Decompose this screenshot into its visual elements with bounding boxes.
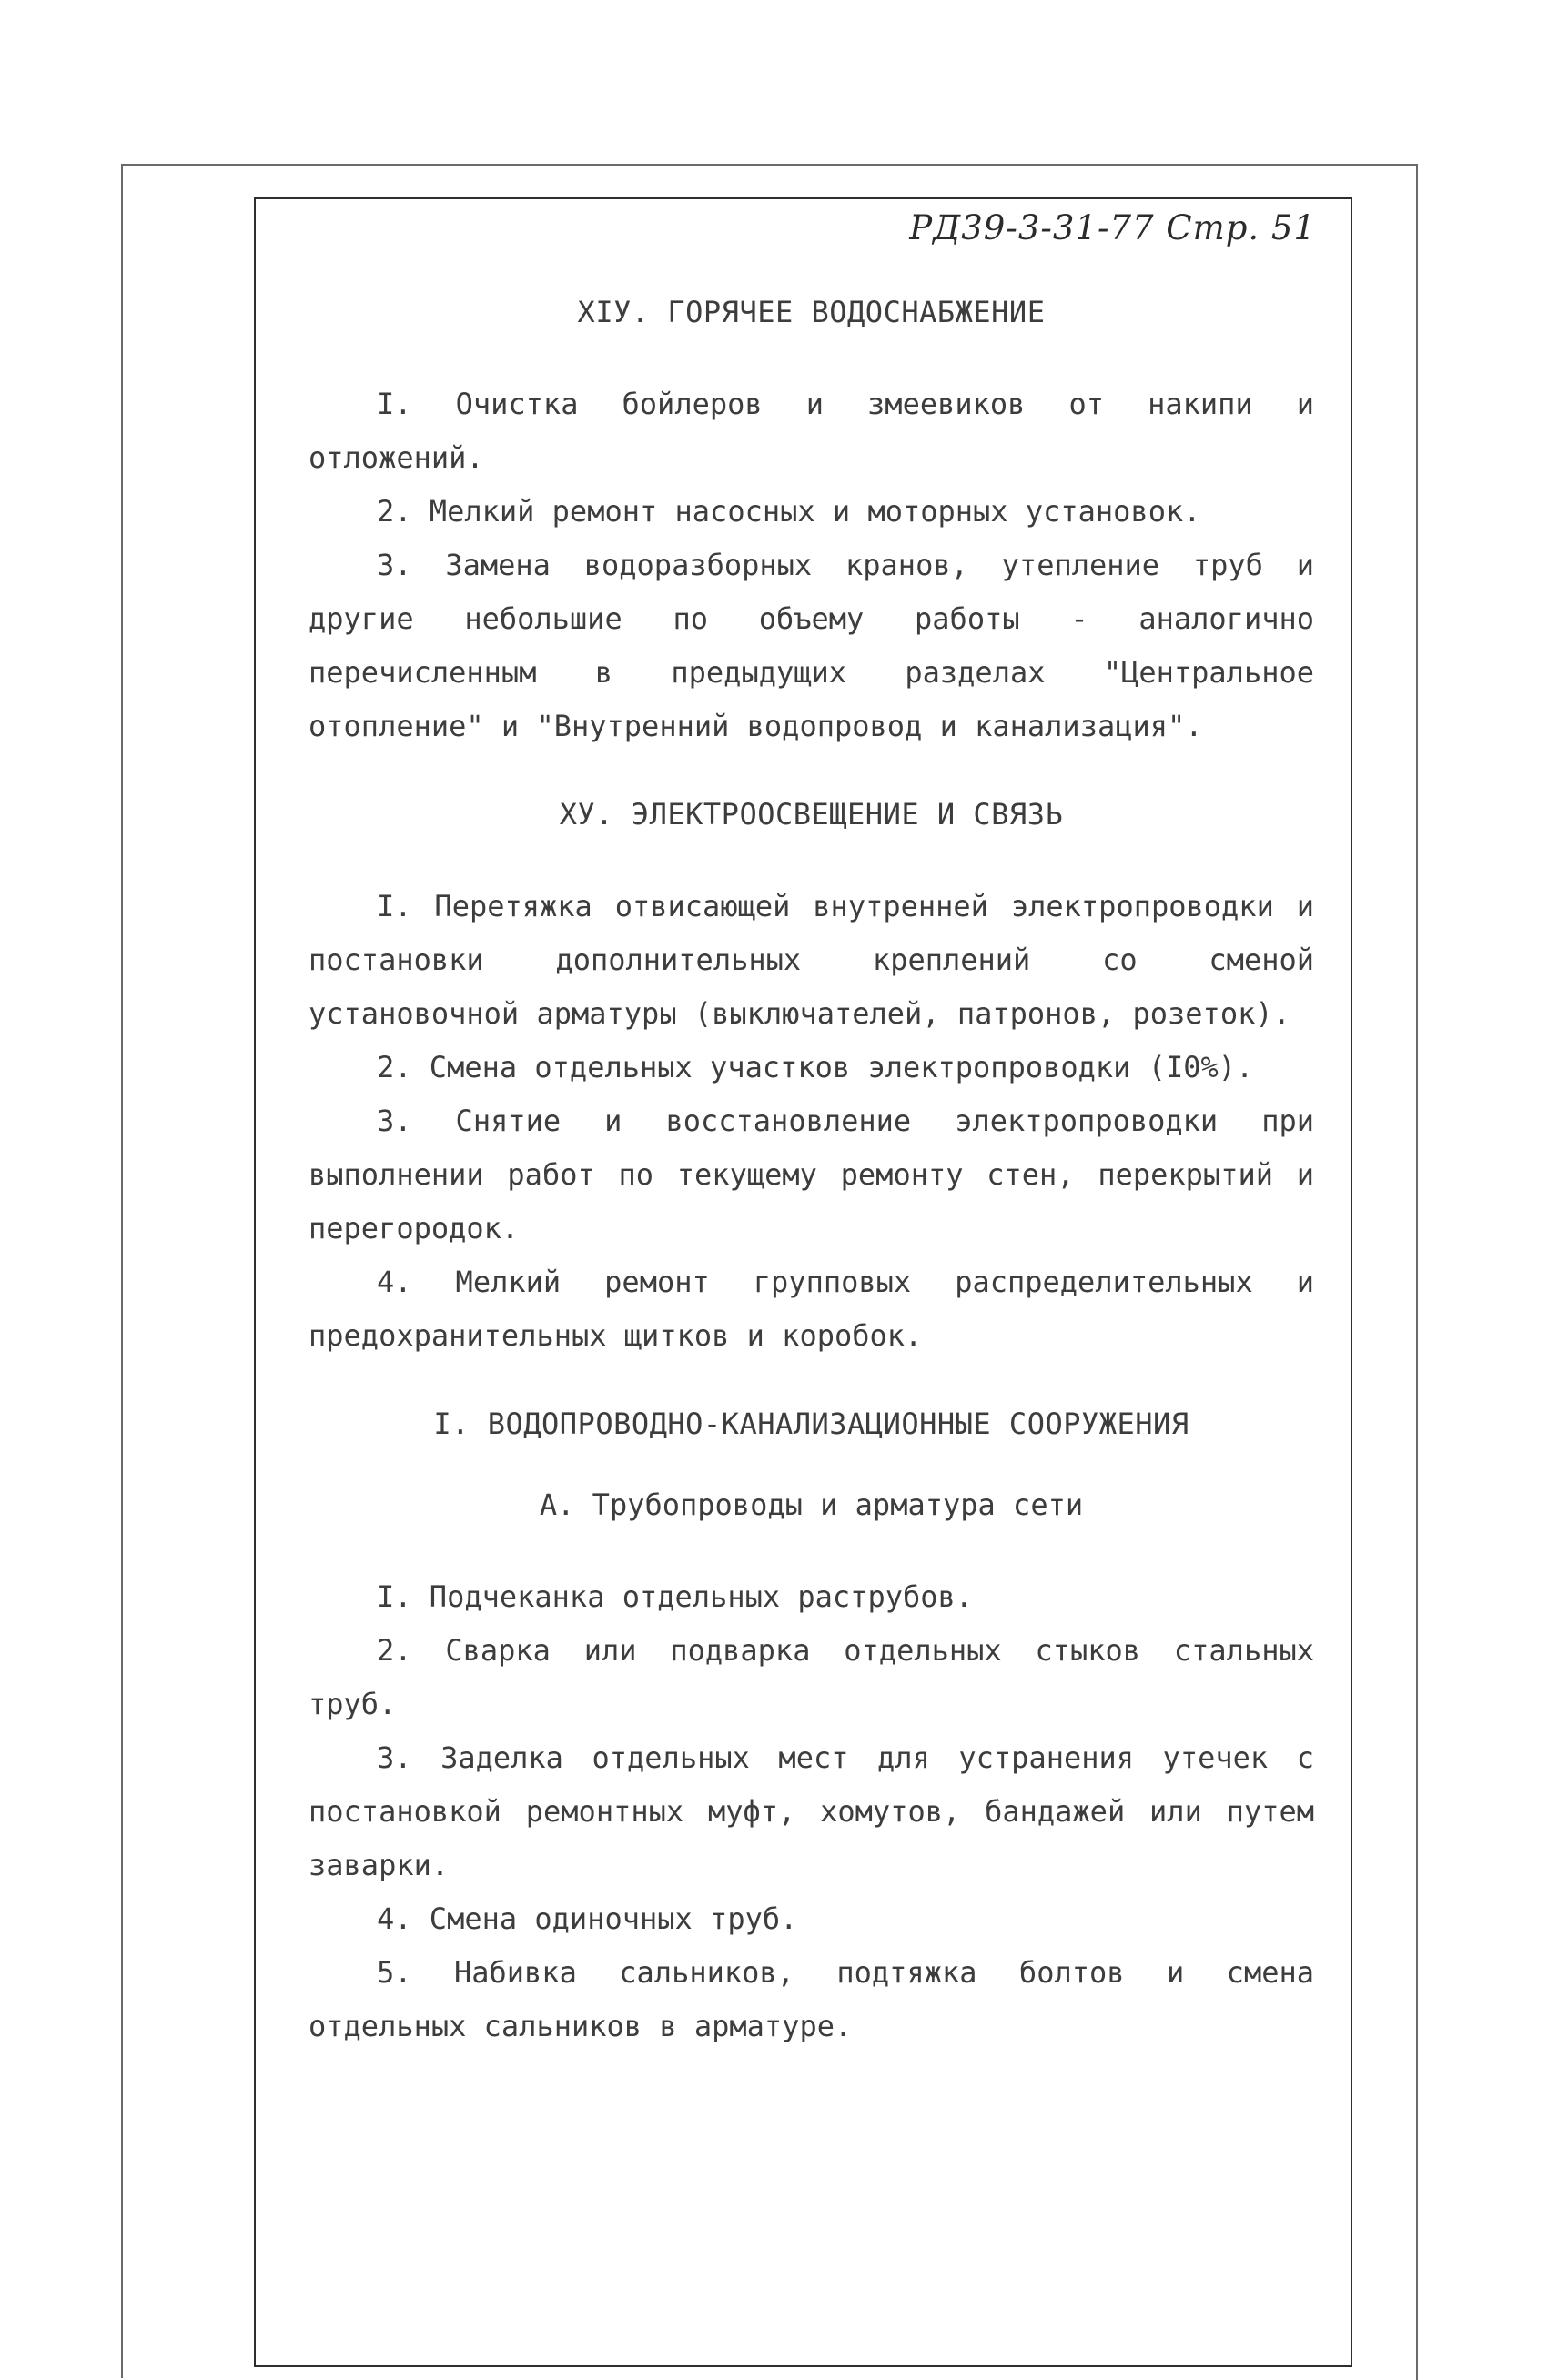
list-item: 3. Снятие и восстановление электропроводки при выполнении работ по текущему ремонту стен, перекрытий и перегородок. xyxy=(309,1104,1314,1245)
list-item: 4. Смена одиночных труб. xyxy=(377,1901,798,1936)
outer-frame-top xyxy=(121,164,1417,166)
list-item: 2. Смена отдельных участков электропроводки (I0%). xyxy=(377,1050,1254,1084)
list-item: 3. Заделка отдельных мест для устранения утечек с постановкой ремонтных муфт, хомутов, бандажей или путем заварки. xyxy=(309,1740,1314,1882)
section-heading-water-sewer: I. ВОДОПРОВОДНО-КАНАЛИЗАЦИОННЫЕ СООРУЖЕНИЯ xyxy=(433,1407,1189,1441)
list-item: 2. Сварка или подварка отдельных стыков стальных труб. xyxy=(309,1633,1314,1721)
list-item: I. Подчеканка отдельных раструбов. xyxy=(377,1579,974,1614)
section-heading-hot-water: XIУ. ГОРЯЧЕЕ ВОДОСНАБЖЕНИЕ xyxy=(577,295,1046,329)
list-item: I. Очистка бойлеров и змеевиков от накипи и отложений. xyxy=(309,387,1314,475)
page-frame xyxy=(254,197,1352,2367)
section-heading-electric: XУ. ЭЛЕКТРООСВЕЩЕНИЕ И СВЯЗЬ xyxy=(559,797,1064,832)
list-item: 3. Замена водоразборных кранов, утепление труб и другие небольшие по объему работы - аналогично перечисленным в предыдущих разделах "Центральное отопление" и "Внутренний водопровод и канализация". xyxy=(309,548,1314,743)
list-item: 5. Набивка сальников, подтяжка болтов и смена отдельных сальников в арматуре. xyxy=(309,1955,1314,2043)
outer-frame-right xyxy=(1416,164,1418,2380)
outer-frame-left xyxy=(121,164,123,2378)
subsection-heading-pipelines: А. Трубопроводы и арматура сети xyxy=(539,1488,1084,1522)
document-stamp: РД39-3-31-77 Стр. 51 xyxy=(909,208,1316,247)
page-content xyxy=(309,286,1314,2053)
list-item: I. Перетяжка отвисающей внутренней электропроводки и постановки дополнительных креплений со сменой установочной арматуры (выключателей, патронов, розеток). xyxy=(309,889,1314,1031)
list-item: 4. Мелкий ремонт групповых распределительных и предохранительных щитков и коробок. xyxy=(309,1265,1314,1353)
list-item: 2. Мелкий ремонт насосных и моторных установок. xyxy=(377,494,1201,529)
